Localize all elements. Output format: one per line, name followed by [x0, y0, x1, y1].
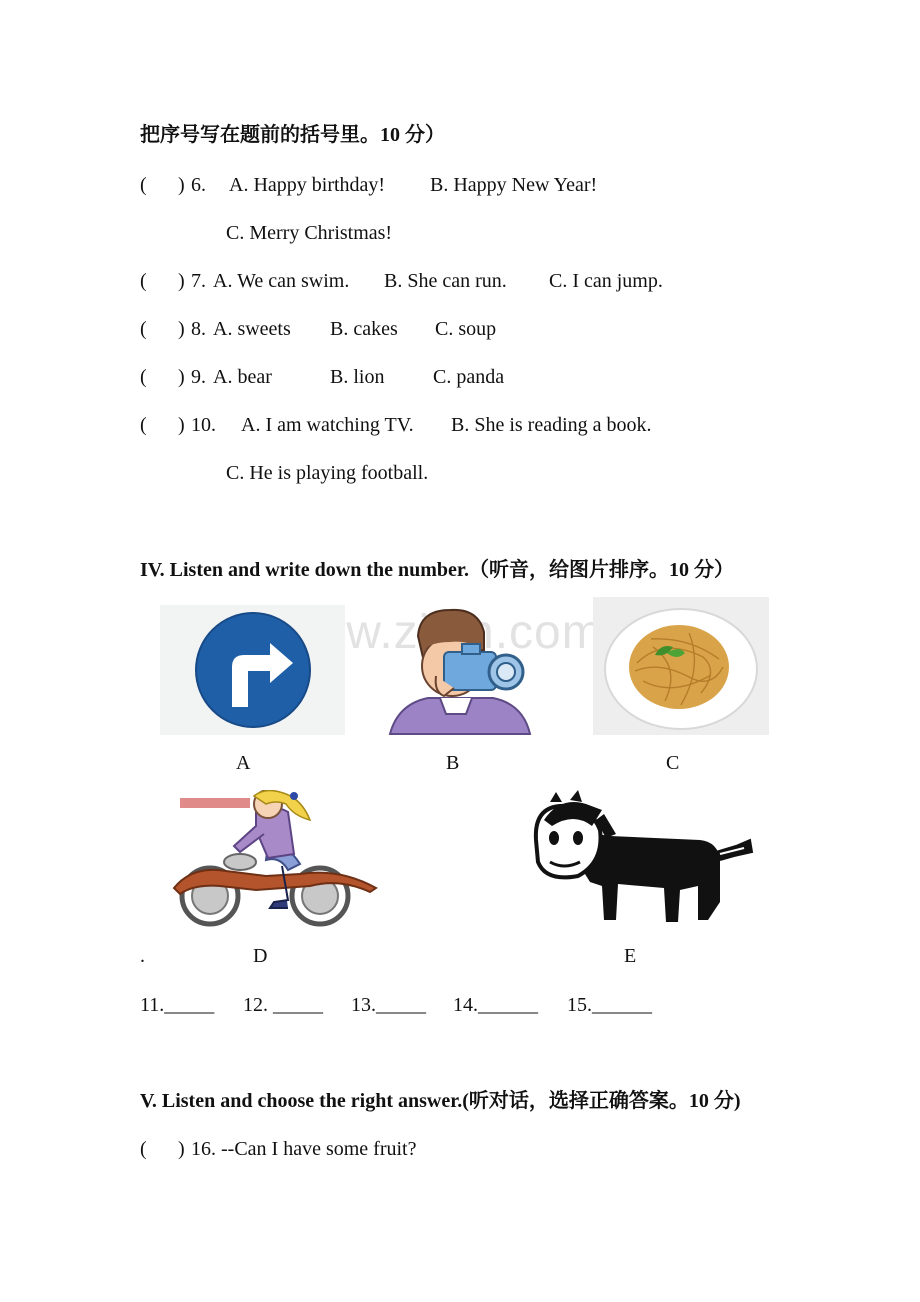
- option-a: A. bear: [213, 366, 272, 388]
- option-c: C. He is playing football.: [226, 462, 429, 484]
- section-instruction: 把序号写在题前的括号里。10 分）: [140, 124, 445, 146]
- question-number: 9.: [191, 366, 206, 388]
- question-number: 7.: [191, 270, 206, 292]
- option-a: A. We can swim.: [213, 270, 350, 292]
- option-c: C. panda: [433, 366, 505, 388]
- option-c: C. soup: [435, 318, 497, 340]
- answer-bracket-close: ): [178, 318, 185, 340]
- answer-bracket-open: (: [140, 414, 147, 436]
- option-c: C. Merry Christmas!: [226, 222, 393, 244]
- girl-on-motorbike-icon: [170, 790, 378, 928]
- option-a: A. sweets: [213, 318, 291, 340]
- picture-label-d: D: [253, 945, 268, 967]
- zebra-icon: [530, 790, 755, 928]
- answer-bracket-close: ): [178, 366, 185, 388]
- question-number: 10.: [191, 414, 216, 436]
- picture-label-b: B: [446, 752, 460, 774]
- option-a: A. I am watching TV.: [241, 414, 414, 436]
- turn-right-sign-icon: [160, 605, 345, 735]
- answer-bracket-open: (: [140, 174, 147, 196]
- answer-bracket-open: (: [140, 270, 147, 292]
- option-b: B. She is reading a book.: [451, 414, 652, 436]
- question-text: 16. --Can I have some fruit?: [191, 1138, 417, 1160]
- picture-label-e: E: [624, 945, 637, 967]
- answer-bracket-open: (: [140, 366, 147, 388]
- question-number: 8.: [191, 318, 206, 340]
- answer-blank-14[interactable]: 14.______: [453, 994, 538, 1016]
- answer-bracket-close: ): [178, 174, 185, 196]
- option-a: A. Happy birthday!: [229, 174, 386, 196]
- answer-blank-11[interactable]: 11._____: [140, 994, 215, 1016]
- answer-blank-13[interactable]: 13._____: [351, 994, 426, 1016]
- answer-bracket-open: (: [140, 318, 147, 340]
- answer-bracket-open: (: [140, 1138, 147, 1160]
- section-5-title: V. Listen and choose the right answer.(听对话，选择正确答案。10 分): [140, 1090, 741, 1112]
- spaghetti-plate-icon: [593, 597, 769, 735]
- answer-bracket-close: ): [178, 414, 185, 436]
- option-c: C. I can jump.: [549, 270, 663, 292]
- option-b: B. cakes: [330, 318, 398, 340]
- option-b: B. Happy New Year!: [430, 174, 598, 196]
- section-4-title: IV. Listen and write down the number.（听音，给图片排序。10 分）: [140, 559, 734, 581]
- question-number: 6.: [191, 174, 206, 196]
- answer-blank-15[interactable]: 15.______: [567, 994, 652, 1016]
- option-b: B. She can run.: [384, 270, 507, 292]
- picture-label-a: A: [236, 752, 251, 774]
- boy-with-camera-icon: [388, 606, 533, 736]
- answer-bracket-close: ): [178, 1138, 185, 1160]
- picture-label-c: C: [666, 752, 680, 774]
- option-b: B. lion: [330, 366, 385, 388]
- answer-bracket-close: ): [178, 270, 185, 292]
- dot-mark: .: [140, 945, 145, 967]
- answer-blank-12[interactable]: 12. _____: [243, 994, 323, 1016]
